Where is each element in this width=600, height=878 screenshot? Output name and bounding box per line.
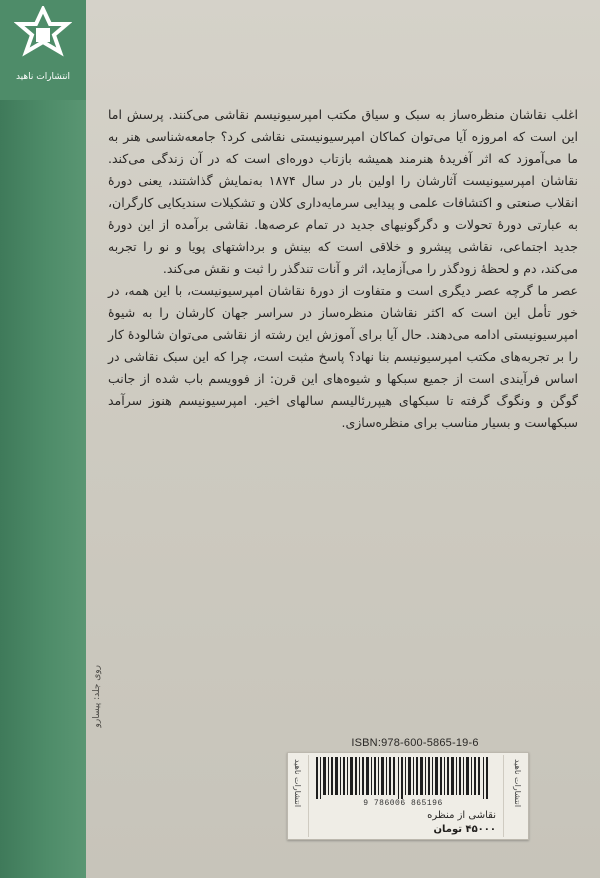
blurb-paragraph-2: عصر ما گرچه عصر دیگری است و متفاوت از دورهٔ نقاشان امپرسیونیست، با این همه، در خور تأمل این است که اکثر نقاشان منظره‌ساز در سراسر جهان کارشان را به شیوهٔ امپرسیونیستی ادامه می‌دهند. حال آیا برای آموزش این رشته از نقاشی می‌توان شالودهٔ کار را بر تجربه‌های مکتب امپرسیونیسم بنا نهاد؟ پاسخ مثبت است، چرا که این سبک نقاشی در اساس فرآیندی است از جمیع سبکها و شیوه‌های این قرن: از فوویسم باب شده از جانب گوگن و ونگوگ گرفته تا سبکهای هیپررئالیسم سالهای اخیر. امپرسیونیسم هنوز سرآمد سبکهاست و بسیار مناسب برای منظره‌سازی. [108, 283, 578, 430]
barcode-digits: 9 786006 865196 [363, 799, 443, 808]
cover-credit: روی جلد: پیسارو [92, 665, 102, 728]
green-spine-strip [0, 0, 86, 878]
barcode-icon [314, 757, 492, 799]
sticker-price: ۴۵۰۰۰ تومان [433, 824, 496, 835]
sticker-side-left-text: انتشارات ناهید [293, 759, 302, 808]
isbn-label: ISBN:978-600-5865-19-6 [351, 737, 479, 749]
price-sticker [287, 752, 529, 840]
sticker-book-title: نقاشی از منظره [427, 810, 496, 821]
publisher-logo [0, 0, 86, 100]
publisher-name: انتشارات ناهید [15, 72, 71, 82]
sticker-side-right-text: انتشارات ناهید [513, 759, 522, 808]
sticker-side-right [503, 755, 526, 837]
back-cover-blurb [108, 104, 578, 434]
blurb-paragraph-1: اغلب نقاشان منظره‌ساز به سبک و سیاق مکتب امپرسیونیسم نقاشی می‌کنند. پرسش اما این است که امروزه آیا می‌توان کماکان امپرسیونیستی نقاشی کرد؟ جامعه‌شناسی هنر به ما می‌آموزد که اثر آفریدهٔ هنرمند همیشه بازتاب دوره‌ای است که در آن زندگی می‌کند. نقاشان امپرسیونیست آثارشان را اولین بار در سال ۱۸۷۴ به‌نمایش گذاشتند، یعنی دورهٔ انقلاب صنعتی و اکتشافات علمی و پیدایی سرمایه‌داری کلان و تشکیلات سندیکایی کارگران، به عبارتی دورهٔ تحولات و دگرگونیهای جدید در تمام عرصه‌ها. نقاشی برآمده از این دورهٔ جدید اجتماعی، نقاشی پیشرو و خلاقی است که بینش و برداشتهای پویا و نو را تجربه می‌کند، دم و لحظهٔ زودگذر را می‌آزماید، اثر و آنات تندگذر را ثبت و نقش می‌کند. [108, 107, 578, 276]
sticker-side-left [290, 755, 309, 837]
publisher-star-icon [14, 6, 72, 64]
